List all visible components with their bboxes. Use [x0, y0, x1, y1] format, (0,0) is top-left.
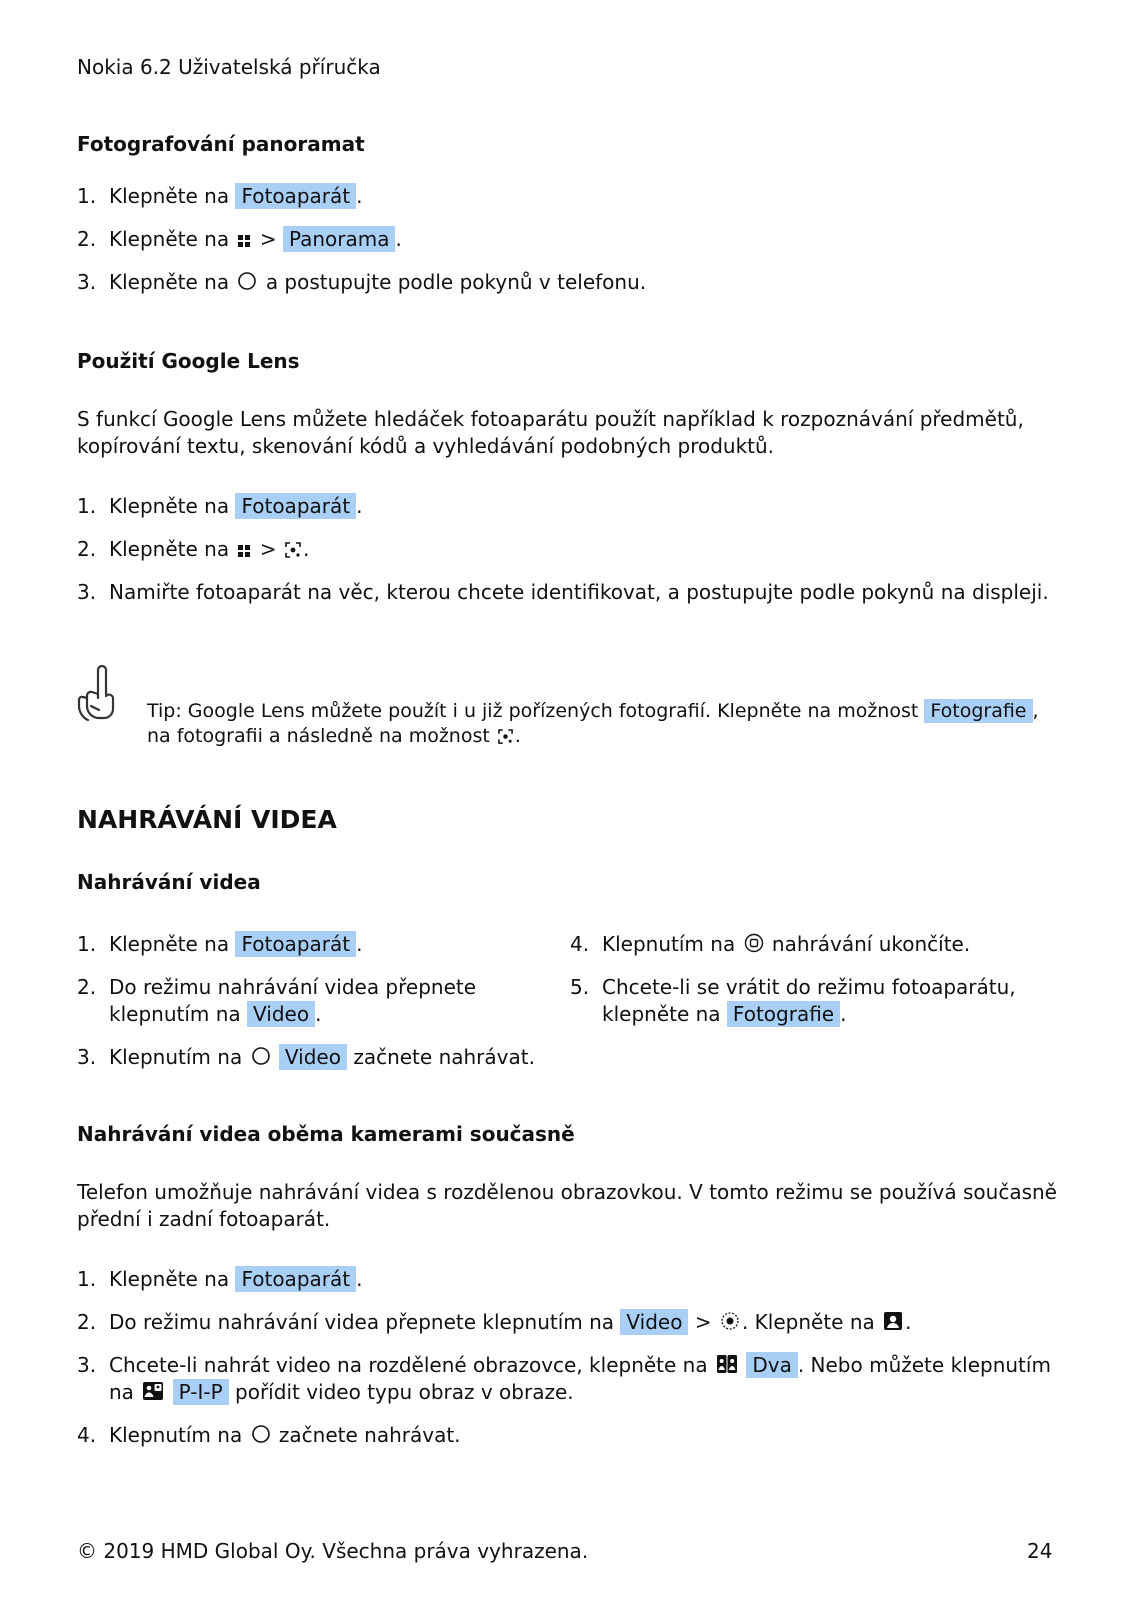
dual-camera-icon[interactable] — [883, 1311, 903, 1331]
page-number: 24 — [1027, 1539, 1053, 1563]
list-item: 1. Klepněte na Fotoaparát . — [77, 184, 363, 208]
camera-app-link[interactable]: Fotoaparát — [235, 931, 356, 957]
google-lens-intro: S funkcí Google Lens můžete hledáček fotoaparátu použít například k rozpoznávání předmětů, kopírování textu, skenování kódů a vyhledávání podobných produktů. — [77, 407, 1024, 458]
section-title-google-lens: Použití Google Lens — [77, 349, 300, 373]
camera-app-link[interactable]: Fotoaparát — [235, 493, 356, 519]
list-item: 1. Klepněte na Fotoaparát . — [77, 1267, 363, 1291]
list-item: 2. Klepněte na > . — [77, 537, 310, 561]
stop-recording-icon[interactable] — [744, 933, 764, 953]
list-item: 3. Klepnutím na Video začnete nahrávat. — [77, 1045, 535, 1069]
tip-text: Tip: Google Lens můžete použít i u již pořízených fotografií. Klepněte na možnost Fotografie , na fotografii a následně na možnost . — [147, 700, 1039, 747]
panorama-mode-link[interactable]: Panorama — [283, 226, 396, 252]
video-steps-right — [570, 931, 1040, 1044]
list-item: 5. Chcete-li se vrátit do režimu fotoaparátu, klepněte na Fotografie . — [570, 975, 1016, 1026]
shutter-icon[interactable] — [251, 1046, 271, 1066]
photos-link[interactable]: Fotografie — [924, 699, 1032, 723]
tip-hand-icon — [74, 664, 116, 726]
shutter-icon[interactable] — [251, 1424, 271, 1444]
camera-app-link[interactable]: Fotoaparát — [235, 183, 356, 209]
more-modes-icon[interactable] — [237, 544, 251, 558]
dual-video-intro: Telefon umožňuje nahrávání videa s rozdělenou obrazovkou. V tomto režimu se používá současně přední i zadní fotoaparát. — [77, 1180, 1057, 1231]
video-steps-left — [77, 931, 547, 1087]
panorama-steps — [77, 183, 1057, 312]
shutter-icon[interactable] — [237, 271, 257, 291]
list-item: 4. Klepnutím na začnete nahrávat. — [77, 1423, 461, 1447]
pip-mode-link[interactable]: P-I-P — [173, 1379, 229, 1405]
video-mode-link[interactable]: Video — [247, 1001, 315, 1027]
picture-in-picture-icon[interactable] — [142, 1381, 164, 1401]
dual-mode-link[interactable]: Dva — [746, 1352, 798, 1378]
list-item: 2. Klepněte na > Panorama . — [77, 227, 402, 251]
list-item: 3. Namiřte fotoaparát na věc, kterou chcete identifikovat, a postupujte podle pokynů na displeji. — [77, 580, 1049, 604]
video-effects-icon[interactable] — [720, 1311, 740, 1331]
photo-mode-link[interactable]: Fotografie — [727, 1001, 840, 1027]
google-lens-icon[interactable] — [285, 542, 301, 558]
list-item: 1. Klepněte na Fotoaparát . — [77, 932, 363, 956]
list-item: 1. Klepněte na Fotoaparát . — [77, 494, 363, 518]
google-lens-icon[interactable] — [498, 729, 513, 744]
camera-app-link[interactable]: Fotoaparát — [235, 1266, 356, 1292]
more-modes-icon[interactable] — [237, 234, 251, 248]
video-mode-link[interactable]: Video — [279, 1044, 347, 1070]
section-title-panorama: Fotografování panoramat — [77, 132, 365, 156]
list-item: 2. Do režimu nahrávání videa přepnete klepnutím na Video > . Klepněte na . — [77, 1310, 912, 1334]
chapter-heading: NAHRÁVÁNÍ VIDEA — [77, 805, 337, 834]
dual-video-steps — [77, 1266, 1057, 1465]
list-item: 2. Do režimu nahrávání videa přepnete klepnutím na Video . — [77, 975, 477, 1026]
list-item: 3. Chcete-li nahrát video na rozdělené obrazovce, klepněte na Dva . Nebo můžete klepnutím na P-I-P pořídit video typu obraz v obraze. — [77, 1353, 1051, 1404]
video-mode-link[interactable]: Video — [620, 1309, 688, 1335]
running-header: Nokia 6.2 Uživatelská příručka — [77, 55, 381, 79]
split-screen-icon[interactable] — [716, 1354, 738, 1374]
list-item: 3. Klepněte na a postupujte podle pokynů v telefonu. — [77, 270, 647, 294]
copyright-footer: © 2019 HMD Global Oy. Všechna práva vyhrazena. — [77, 1539, 589, 1563]
section-title-dual-video: Nahrávání videa oběma kamerami současně — [77, 1122, 575, 1146]
google-lens-steps — [77, 493, 1057, 622]
section-title-video: Nahrávání videa — [77, 870, 261, 894]
list-item: 4. Klepnutím na nahrávání ukončíte. — [570, 932, 971, 956]
